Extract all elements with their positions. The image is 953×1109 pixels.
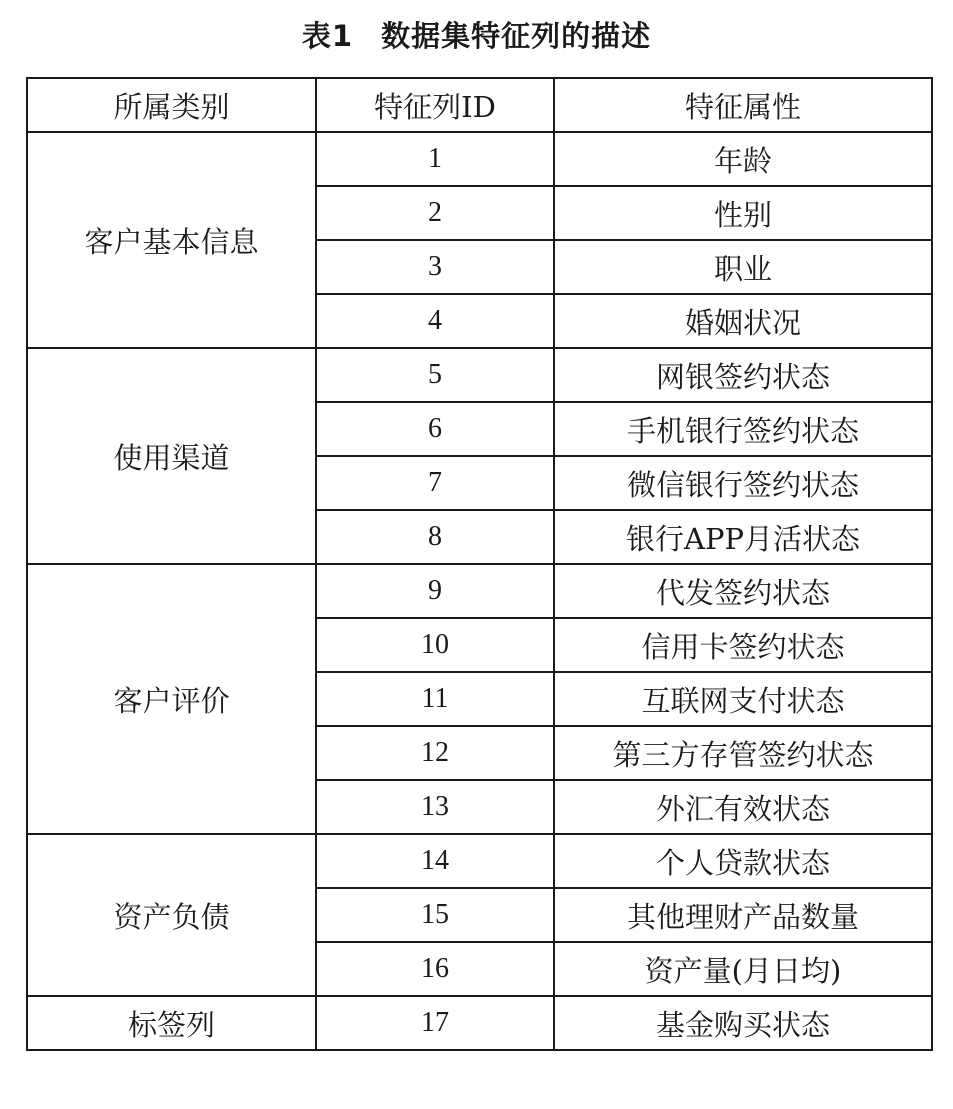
header-feature-attribute: 特征属性 (554, 78, 932, 132)
feature-attribute-cell: 互联网支付状态 (554, 672, 932, 726)
feature-id-cell: 11 (316, 672, 554, 726)
header-category: 所属类别 (27, 78, 316, 132)
feature-id-cell: 10 (316, 618, 554, 672)
header-feature-id: 特征列ID (316, 78, 554, 132)
feature-attribute-cell: 第三方存管签约状态 (554, 726, 932, 780)
feature-id-cell: 6 (316, 402, 554, 456)
feature-table (26, 77, 933, 1051)
table-number: 表1 (301, 19, 354, 53)
table-row (27, 996, 932, 1050)
table-row (27, 834, 932, 888)
feature-id-cell: 9 (316, 564, 554, 618)
category-cell: 客户基本信息 (27, 132, 316, 348)
feature-id-cell: 17 (316, 996, 554, 1050)
feature-attribute-cell: 性别 (554, 186, 932, 240)
table-caption (0, 14, 953, 55)
feature-id-cell: 13 (316, 780, 554, 834)
header-row (27, 78, 932, 132)
feature-id-cell: 16 (316, 942, 554, 996)
feature-attribute-cell: 微信银行签约状态 (554, 456, 932, 510)
feature-attribute-cell: 代发签约状态 (554, 564, 932, 618)
feature-attribute-cell: 手机银行签约状态 (554, 402, 932, 456)
feature-attribute-cell: 外汇有效状态 (554, 780, 932, 834)
category-cell: 资产负债 (27, 834, 316, 996)
feature-attribute-cell: 其他理财产品数量 (554, 888, 932, 942)
feature-attribute-cell: 基金购买状态 (554, 996, 932, 1050)
feature-id-cell: 2 (316, 186, 554, 240)
table-body (27, 132, 932, 1050)
feature-id-cell: 12 (316, 726, 554, 780)
feature-id-cell: 5 (316, 348, 554, 402)
feature-id-cell: 7 (316, 456, 554, 510)
feature-id-cell: 15 (316, 888, 554, 942)
table-row (27, 132, 932, 186)
feature-attribute-cell: 职业 (554, 240, 932, 294)
feature-id-cell: 8 (316, 510, 554, 564)
table-row (27, 348, 932, 402)
feature-attribute-cell: 银行APP月活状态 (554, 510, 932, 564)
category-cell: 使用渠道 (27, 348, 316, 564)
feature-attribute-cell: 婚姻状况 (554, 294, 932, 348)
feature-attribute-cell: 年龄 (554, 132, 932, 186)
feature-id-cell: 1 (316, 132, 554, 186)
feature-attribute-cell: 信用卡签约状态 (554, 618, 932, 672)
feature-id-cell: 4 (316, 294, 554, 348)
feature-attribute-cell: 网银签约状态 (554, 348, 932, 402)
category-cell: 客户评价 (27, 564, 316, 834)
table-row (27, 564, 932, 618)
feature-attribute-cell: 资产量(月日均) (554, 942, 932, 996)
table-title: 数据集特征列的描述 (381, 19, 652, 53)
feature-attribute-cell: 个人贷款状态 (554, 834, 932, 888)
category-cell: 标签列 (27, 996, 316, 1050)
feature-id-cell: 3 (316, 240, 554, 294)
feature-id-cell: 14 (316, 834, 554, 888)
